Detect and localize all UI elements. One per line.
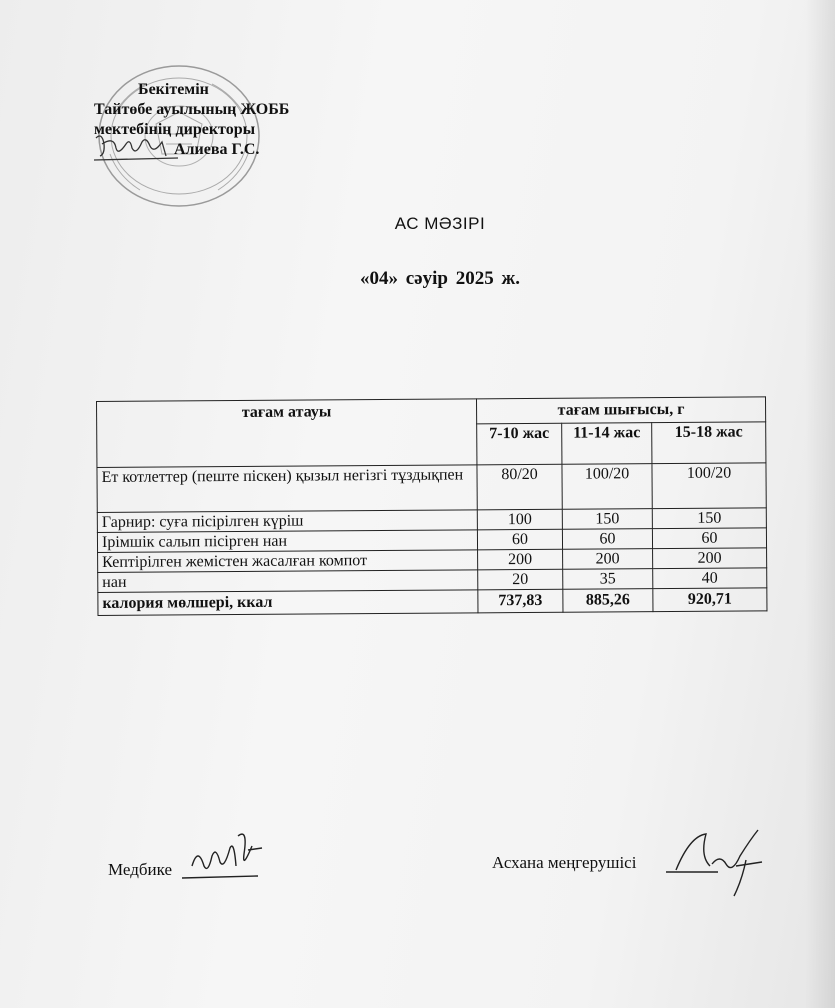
col-header-output: тағам шығысы, г <box>476 397 765 424</box>
dish-value: 200 <box>478 549 563 570</box>
col-header-name: тағам атауы <box>97 399 477 468</box>
dish-name: Кептірілген жемістен жасалған компот <box>98 550 478 573</box>
dish-name: Гарнир: суға пісірілген күріш <box>97 510 477 533</box>
dish-value: 60 <box>477 529 562 550</box>
nurse-label: Медбике <box>108 860 172 879</box>
dish-name: Ет котлеттер (пеште піскен) қызыл негізгі тұздықпен <box>97 465 477 513</box>
director-signature <box>92 130 182 166</box>
calorie-label: калория мөлшері, ккал <box>98 590 478 616</box>
canteen-signature <box>666 826 776 900</box>
director-title: мектебінің директоры <box>94 121 256 138</box>
school-name: Тайтөбе ауылының ЖОББ <box>94 101 290 118</box>
dish-value: 150 <box>562 509 652 530</box>
dish-name: нан <box>98 570 478 593</box>
nurse-signature-line <box>108 860 172 880</box>
menu-table <box>96 396 767 616</box>
dish-value: 200 <box>653 548 767 569</box>
dish-value: 20 <box>478 569 563 590</box>
dish-name: Ірімшік салып пісірген нан <box>97 530 477 553</box>
document-date: «04» сәуір 2025 ж. <box>360 268 520 289</box>
dish-value: 35 <box>563 569 653 590</box>
calorie-total-row <box>98 588 767 616</box>
dish-value: 60 <box>562 529 652 550</box>
dish-value: 100/20 <box>652 463 766 509</box>
document-title: АС МӘЗІРІ <box>394 214 486 233</box>
nurse-signature <box>178 826 268 884</box>
calorie-value: 920,71 <box>653 588 767 612</box>
table-row <box>97 463 766 513</box>
director-name: Алиева Г.С. <box>174 141 260 158</box>
calorie-value: 737,83 <box>478 589 563 613</box>
canteen-signature-line <box>492 853 636 873</box>
dish-value: 80/20 <box>477 464 562 510</box>
dish-value: 60 <box>652 528 766 549</box>
dish-value: 100 <box>477 509 562 530</box>
calorie-value: 885,26 <box>563 589 653 613</box>
dish-value: 200 <box>563 549 653 570</box>
dish-value: 100/20 <box>562 464 652 510</box>
dish-value: 150 <box>652 508 766 529</box>
dish-value: 40 <box>653 568 767 589</box>
canteen-label: Асхана меңгерушісі <box>492 853 637 872</box>
age-group-7-10: 7-10 жас <box>477 423 562 465</box>
age-group-11-14: 11-14 жас <box>562 423 652 465</box>
age-group-15-18: 15-18 жас <box>652 422 766 464</box>
approve-heading: Бекітемін <box>138 81 209 98</box>
page-edge-shadow <box>805 0 835 1008</box>
